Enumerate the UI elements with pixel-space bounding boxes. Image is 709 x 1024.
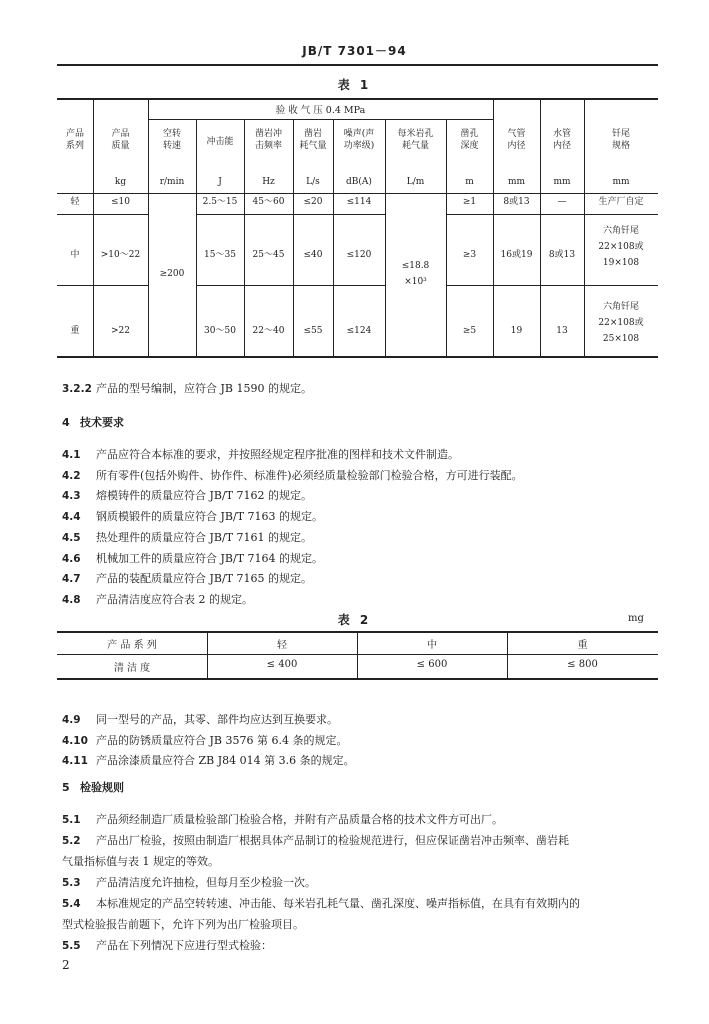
paragraph [62, 711, 338, 727]
section-title: 技术要求 [80, 416, 124, 429]
cell-freq: 22～40 [252, 326, 285, 336]
unit-shank: mm [612, 177, 630, 187]
table2-bottom-rule [57, 678, 658, 680]
cell-series: 重 [70, 326, 80, 336]
paragraph [62, 550, 323, 566]
para-text: 产品在下列情况下应进行型式检验： [96, 939, 272, 952]
col-header-speed: 空转 转速 [162, 129, 181, 151]
t2-value-medium: ≤ 600 [416, 659, 448, 670]
merged-air-per-meter: ≤18.8 [401, 261, 430, 271]
para-number: 4.7 [62, 573, 81, 585]
table2-unit: mg [628, 613, 644, 624]
col-header-depth: 凿孔 深度 [460, 129, 479, 151]
para-text: 钢质模锻件的质量应符合 JB/T 7163 的规定。 [96, 510, 324, 523]
unit-air-pipe: mm [507, 177, 526, 187]
t2-value-light: ≤ 400 [266, 659, 298, 670]
cell-depth: ≥5 [462, 326, 477, 336]
para-text: 热处理件的质量应符合 JB/T 7161 的规定。 [96, 531, 313, 544]
paragraph [62, 570, 312, 586]
paragraph [62, 591, 253, 607]
para-text: 产品应符合本标准的要求，并按照经规定程序批准的图样和技术文件制造。 [96, 448, 459, 461]
table1-caption: 表 1 [337, 78, 372, 92]
para-number: 5.5 [62, 940, 81, 952]
cell-water_pipe: 13 [556, 326, 568, 336]
cell-series: 中 [70, 250, 80, 260]
merged-air-per-meter-exp: ×10³ [404, 277, 427, 287]
cell-water_pipe: — [557, 197, 567, 207]
cell-water_pipe: 8或13 [548, 250, 576, 260]
paragraph [62, 446, 459, 462]
unit-depth: m [465, 177, 474, 187]
unit-air: L/s [306, 177, 320, 187]
vline [385, 119, 386, 356]
para-number: 5.1 [62, 814, 81, 826]
table1-group-rule [148, 119, 493, 120]
row-rule [196, 285, 385, 286]
cell-noise: ≤114 [346, 197, 372, 207]
para-number: 4.1 [62, 449, 81, 461]
cell-shank: 生产厂自定 [598, 197, 644, 207]
cell-air: ≤55 [303, 326, 323, 336]
unit-noise: dB(A) [346, 177, 372, 187]
paragraph [62, 487, 312, 503]
cell-freq: 25～45 [252, 250, 285, 260]
para-3-2-2 [62, 380, 312, 396]
cell-shank: 19×108 [602, 258, 640, 268]
para-number: 5.2 [62, 835, 81, 847]
col-header-shank: 钎尾 规格 [611, 129, 630, 151]
col-header-air-pipe: 气管 内径 [507, 129, 526, 151]
cell-shank: 22×108或 [598, 318, 644, 328]
cell-air: ≤20 [303, 197, 323, 207]
cell-depth: ≥1 [462, 197, 477, 207]
vline [333, 119, 334, 356]
paragraph [62, 529, 312, 545]
col-header-freq: 凿岩冲 击频率 [254, 129, 282, 151]
para-text: 产品清洁度应符合表 2 的规定。 [96, 593, 253, 606]
t2-row-label: 清 洁 度 [113, 663, 151, 674]
section-number: 5 [62, 781, 70, 794]
paragraph [62, 937, 272, 953]
cell-shank: 22×108或 [598, 242, 644, 252]
col-header-series: 产品 系列 [65, 129, 84, 151]
vline [196, 119, 197, 356]
para-text: 熔模铸件的质量应符合 JB/T 7162 的规定。 [96, 489, 313, 502]
vline [293, 119, 294, 356]
para-text: 本标准规定的产品空转转速、冲击能、每米岩孔耗气量、凿孔深度、噪声指标值，在具有有效期内的 [96, 897, 580, 910]
para-text: 产品涂漆质量应符合 ZB J84 014 第 3.6 条的规定。 [96, 754, 355, 767]
cell-freq: 45～60 [252, 197, 285, 207]
t2-header-series: 产 品 系 列 [107, 640, 157, 651]
t2-header-heavy: 重 [577, 640, 588, 651]
cell-impact: 2.5～15 [202, 197, 238, 207]
cell-air_pipe: 19 [510, 326, 523, 336]
col-header-impact: 冲击能 [206, 137, 234, 147]
unit-water-pipe: mm [553, 177, 571, 187]
t2-header-light: 轻 [277, 640, 287, 651]
table1-group-header: 验 收 气 压 0.4 MPa [275, 105, 366, 116]
cell-mass: ≤10 [111, 197, 130, 207]
cell-shank: 六角钎尾 [602, 226, 639, 236]
paragraph [62, 508, 323, 524]
cell-air: ≤40 [303, 250, 323, 260]
col-header-air: 凿岩 耗气量 [299, 129, 327, 151]
para-text: 同一型号的产品，其零、部件均应达到互换要求。 [96, 713, 338, 726]
para-number: 4.10 [62, 735, 88, 747]
cell-mass: >22 [111, 326, 130, 336]
para-number: 4.4 [62, 511, 81, 523]
unit-mass: kg [114, 177, 127, 187]
section-number: 4 [62, 416, 70, 429]
para-number: 5.4 [62, 898, 81, 910]
para-text: 机械加工件的质量应符合 JB/T 7164 的规定。 [96, 552, 324, 565]
row-rule [446, 214, 658, 215]
t2-value-heavy: ≤ 800 [567, 659, 598, 670]
header-rule [57, 64, 658, 66]
paragraph [62, 732, 347, 748]
cell-shank: 六角钎尾 [602, 302, 639, 312]
cell-noise: ≤120 [346, 250, 372, 260]
cell-air_pipe: 8或13 [503, 197, 530, 207]
cell-mass: >10～22 [100, 250, 141, 260]
para-text: 产品的型号编制，应符合 JB 1590 的规定。 [96, 382, 312, 395]
para-number: 4.2 [62, 470, 81, 482]
table1-bottom-rule [57, 356, 658, 358]
para-text: 产品出厂检验，按照由制造厂根据具体产品制订的检验规范进行，但应保证凿岩冲击频率、凿岩耗 [96, 834, 569, 847]
standard-number: JB/T 7301－94 [302, 44, 407, 58]
col-header-water-pipe: 水管 内径 [552, 129, 571, 151]
row-rule [446, 285, 658, 286]
section-title: 检验规则 [80, 781, 124, 794]
para-continuation: 型式检验报告前题下，允许下列为出厂检验项目。 [62, 918, 304, 931]
merged-speed: ≥200 [159, 269, 185, 279]
paragraph [62, 752, 355, 768]
page-number: 2 [62, 958, 70, 972]
para-text: 所有零件(包括外购件、协作件、标准件)必须经质量检验部门检验合格，方可进行装配。 [96, 469, 523, 482]
para-continuation: 气量指标值与表 1 规定的等效。 [62, 855, 219, 868]
para-number: 4.3 [62, 490, 81, 502]
section-5-heading [62, 779, 124, 795]
vline [446, 119, 447, 356]
para-number: 5.3 [62, 877, 81, 889]
vline [244, 119, 245, 356]
unit-speed: r/min [159, 177, 185, 187]
section-4-heading [62, 414, 124, 430]
para-number: 4.11 [62, 755, 88, 767]
paragraph [62, 874, 316, 890]
cell-air_pipe: 16或19 [500, 250, 533, 260]
unit-air-per-meter: L/m [406, 177, 425, 187]
para-number: 4.6 [62, 553, 81, 565]
para-text: 产品的防锈质量应符合 JB 3576 第 6.4 条的规定。 [96, 734, 348, 747]
table2-caption: 表 2 [337, 613, 372, 627]
para-number: 4.5 [62, 532, 81, 544]
row-rule [57, 214, 148, 215]
cell-impact: 15～35 [204, 250, 236, 260]
col-header-noise: 噪声(声 功率级) [343, 129, 375, 151]
col-header-mass: 产品 质量 [111, 129, 130, 151]
t2-header-medium: 中 [427, 640, 437, 651]
paragraph [62, 895, 580, 911]
cell-series: 轻 [70, 197, 80, 207]
para-number: 3.2.2 [62, 383, 92, 395]
cell-shank: 25×108 [602, 334, 640, 344]
col-header-air-per-meter: 每米岩孔 耗气量 [397, 129, 434, 151]
paragraph [62, 832, 569, 848]
paragraph [62, 467, 523, 483]
row-rule [57, 285, 148, 286]
row-rule [196, 214, 385, 215]
para-text: 产品须经制造厂质量检验部门检验合格，并附有产品质量合格的技术文件方可出厂。 [96, 813, 503, 826]
para-number: 4.8 [62, 594, 81, 606]
unit-freq: Hz [262, 177, 275, 187]
cell-noise: ≤124 [346, 326, 372, 336]
para-number: 4.9 [62, 714, 81, 726]
cell-impact: 30～50 [204, 326, 236, 336]
para-text: 产品的装配质量应符合 JB/T 7165 的规定。 [96, 572, 313, 585]
cell-depth: ≥3 [462, 250, 477, 260]
para-text: 产品清洁度允许抽检，但每月至少检验一次。 [96, 876, 316, 889]
paragraph [62, 811, 503, 827]
unit-impact: J [218, 177, 222, 187]
